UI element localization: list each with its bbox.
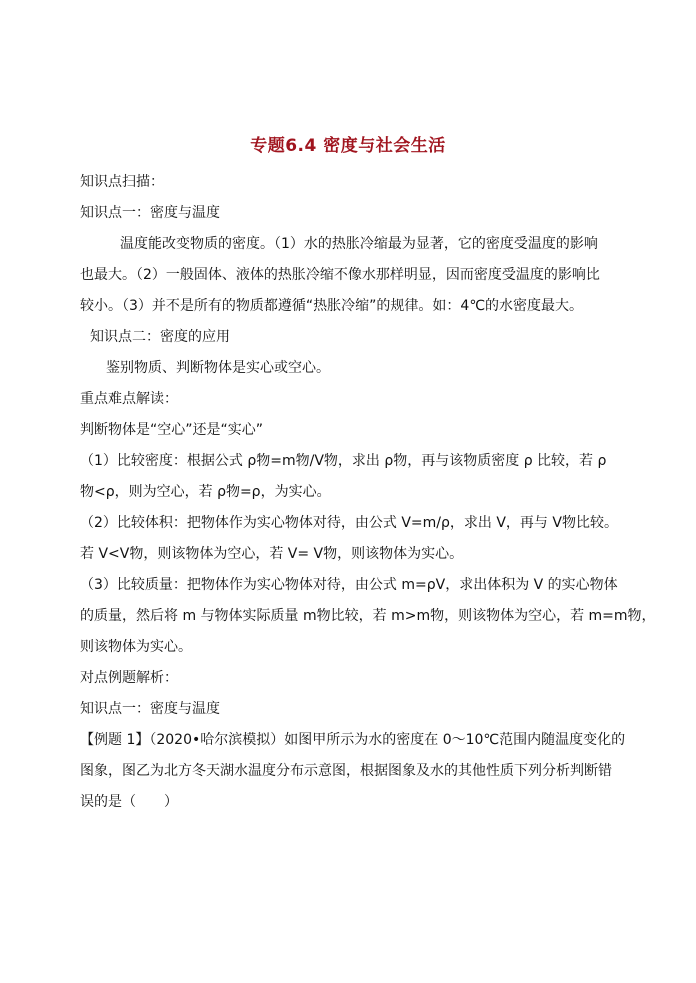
- paragraph-line: 较小。（3）并不是所有的物质都遵循“热胀冷缩”的规律。如：4℃的水密度最大。: [80, 298, 584, 314]
- paragraph-line: 物<ρ，则为空心，若 ρ物=ρ，为实心。: [80, 484, 331, 500]
- paragraph-line: （2）比较体积：把物体作为实心物体对待，由公式 V=m/ρ，求出 V，再与 V物比较。: [80, 515, 618, 531]
- example-question-line: 【例题 1】（2020•哈尔滨模拟）如图甲所示为水的密度在 0～10℃范围内随温度变化的: [80, 732, 626, 748]
- section-heading-examples: 对点例题解析：: [80, 670, 178, 686]
- paragraph-line: 温度能改变物质的密度。（1）水的热胀冷缩最为显著，它的密度受温度的影响: [120, 236, 598, 252]
- paragraph-line: 也最大。（2）一般固体、液体的热胀冷缩不像水那样明显，因而密度受温度的影响比: [80, 267, 600, 283]
- paragraph-line: 的质量，然后将 m 与物体实际质量 m物比较，若 m>m物，则该物体为空心，若 m=m物，: [80, 608, 656, 624]
- paragraph-line: 鉴别物质、判断物体是实心或空心。: [106, 360, 330, 376]
- paragraph-line: （3）比较质量：把物体作为实心物体对待，由公式 m=ρV，求出体积为 V 的实心物体: [80, 577, 618, 593]
- example-question-line: 图象，图乙为北方冬天湖水温度分布示意图，根据图象及水的其他性质下列分析判断错: [80, 763, 612, 779]
- paragraph-line: 若 V<V物，则该物体为空心，若 V= V物，则该物体为实心。: [80, 546, 464, 562]
- paragraph-line: 则该物体为实心。: [80, 639, 192, 655]
- section-heading-scan: 知识点扫描：: [80, 174, 164, 190]
- section-heading-key-points: 重点难点解读：: [80, 391, 178, 407]
- example-question-line: 误的是（ ）: [80, 794, 178, 810]
- paragraph-line: （1）比较密度：根据公式 ρ物=m物/V物，求出 ρ物，再与该物质密度 ρ 比较，若 ρ: [80, 453, 607, 469]
- page-title: 专题6.4 密度与社会生活: [250, 136, 446, 156]
- knowledge-point-2-heading: 知识点二：密度的应用: [90, 329, 230, 345]
- paragraph-line: 判断物体是“空心”还是“实心”: [80, 422, 264, 438]
- knowledge-point-1-heading-repeat: 知识点一：密度与温度: [80, 701, 220, 717]
- knowledge-point-1-heading: 知识点一：密度与温度: [80, 205, 220, 221]
